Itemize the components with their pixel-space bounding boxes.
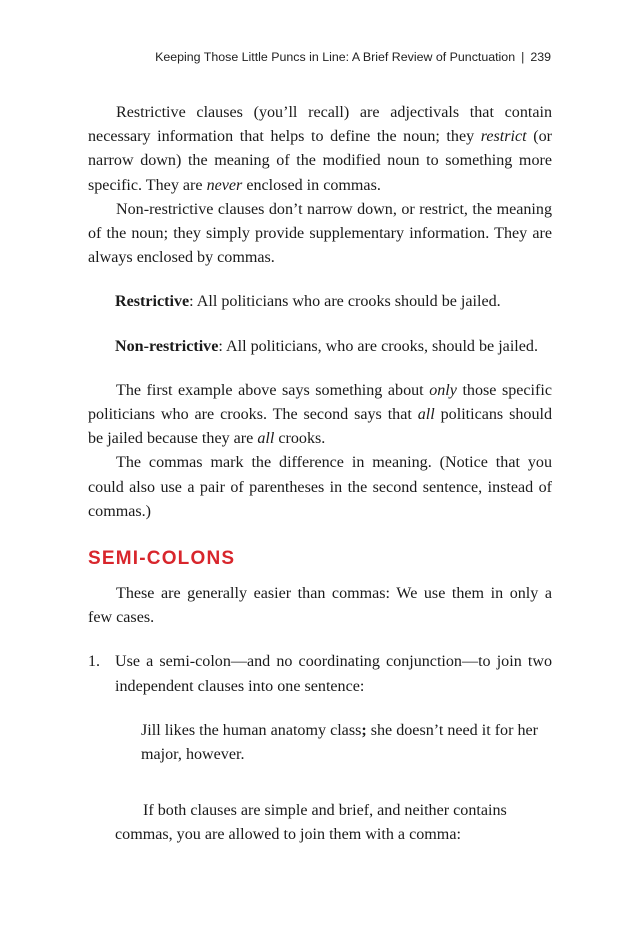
running-header: [100, 50, 551, 64]
page-number: 239: [530, 50, 551, 64]
header-title: Keeping Those Little Puncs in Line: A Brief Review of Punctuation: [155, 50, 516, 64]
list-item-text: Use a semi-colon—and no coordinating conjunction—to join two independent clauses into one sentence:: [115, 653, 552, 695]
paragraph-followup: If both clauses are simple and brief, and neither contains commas, you are allowed to join them with a comma:: [115, 802, 507, 844]
semicolons-body: [88, 582, 552, 848]
example-label: Non-restrictive: [115, 337, 219, 355]
example-label: Restrictive: [115, 293, 190, 311]
paragraph-intro: These are generally easier than commas: We use them in only a few cases.: [88, 585, 552, 627]
list-item: [88, 650, 552, 698]
semicolon-mark: ;: [361, 721, 367, 739]
commas-body: [88, 101, 552, 524]
paragraph-restrictive: Restrictive clauses (you’ll recall) are adjectivals that contain necessary information that helps to define the noun; they restrict (or narrow down) the meaning of the modified noun to something more specific. They are never enclosed in commas.: [88, 104, 552, 194]
list-number: 1.: [88, 653, 101, 671]
example-restrictive: Restrictive: All politicians who are crooks should be jailed.: [115, 293, 501, 311]
example-quote: Jill likes the human anatomy class; she doesn’t need it for her major, however.: [141, 721, 539, 764]
header-separator: |: [521, 50, 525, 64]
paragraph-non-restrictive: Non-restrictive clauses don’t narrow down, or restrict, the meaning of the noun; they simply provide supplementary information. They are always enclosed by commas.: [88, 200, 552, 267]
paragraph-explanation: The first example above says something about only those specific politicians who are crooks. The second says that all politicans should be jailed because they are all crooks.: [88, 381, 553, 448]
paragraph-commas-difference: The commas mark the difference in meaning. (Notice that you could also use a pair of parentheses in the second sentence, instead of commas.): [88, 454, 552, 520]
section-heading: SEMI-COLONS: [88, 548, 236, 569]
example-non-restrictive: Non-restrictive: All politicians, who are crooks, should be jailed.: [115, 337, 538, 355]
